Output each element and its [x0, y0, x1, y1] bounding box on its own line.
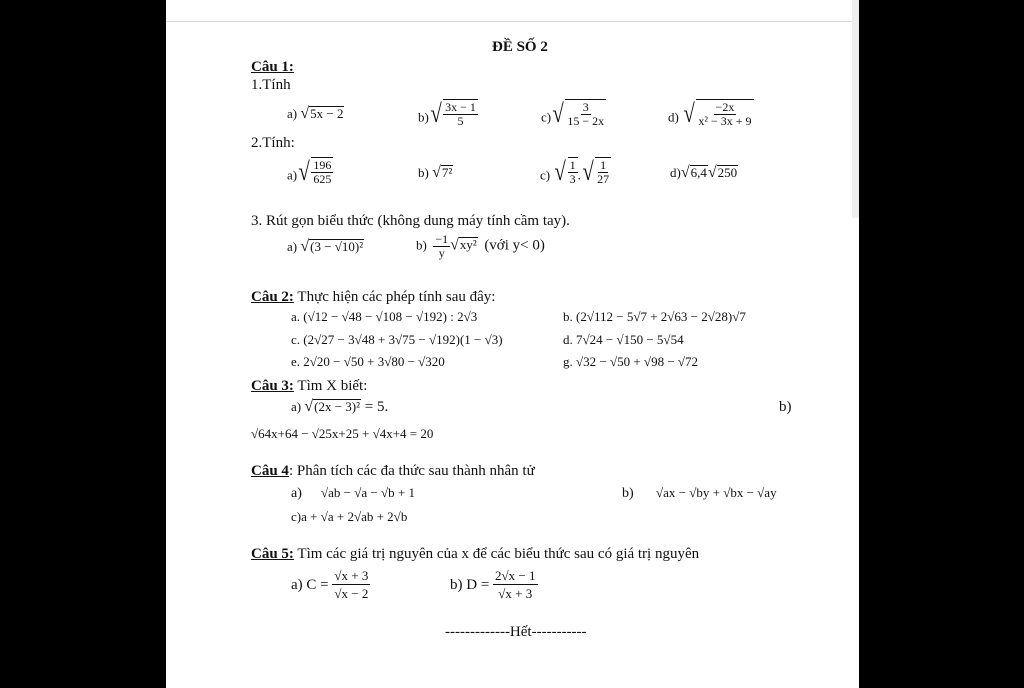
cau2-a: a. (√12 − √48 − √108 − √192) : 2√3	[291, 309, 478, 324]
cau1-part3-label: 3. Rút gọn biểu thức (không dung máy tính cầm tay).	[251, 213, 570, 229]
expr: 5x − 2	[310, 106, 344, 121]
expr: (3 − √10)²	[310, 239, 364, 254]
den: 3	[569, 172, 576, 186]
num: √x + 3	[334, 568, 369, 583]
num: 2√x − 1	[495, 568, 536, 583]
label: a)	[291, 486, 302, 501]
cau1-2b: b) √7²	[418, 164, 453, 181]
cau4-a	[291, 485, 415, 502]
cau4-line	[251, 463, 535, 480]
den: x² − 3x + 9	[698, 114, 752, 128]
cau5-text: Tìm các giá trị nguyên của x để các biểu thức sau có giá trị nguyên	[293, 546, 700, 562]
expr: 250	[717, 165, 738, 180]
cau3-b-label: b)	[779, 399, 792, 415]
den: √x − 2	[334, 586, 369, 601]
cau1-3b: b) $\frac{-1}{y}$ √xy² (với y< 0)	[416, 232, 545, 260]
num: 3	[582, 100, 589, 114]
label: b)	[418, 165, 429, 180]
cau3-a: a) √(2x − 3)² = 5.	[291, 398, 389, 415]
cau1-part1-label: 1.Tính	[251, 77, 291, 93]
cau4-heading: Câu 4	[251, 463, 289, 479]
cau1-heading: Câu 1:	[251, 59, 294, 75]
expr: 6,4	[690, 165, 707, 180]
num: 1	[569, 158, 576, 172]
cau5-b	[450, 567, 538, 602]
label: b) D =	[450, 576, 490, 593]
cau4-b	[622, 485, 777, 502]
document-title: ĐỀ SỐ 2	[492, 39, 548, 55]
expr: a + √a + 2√ab + 2√b	[301, 509, 408, 524]
cau2-g: g. √32 − √50 + √98 − √72	[563, 354, 699, 369]
label: c)	[291, 509, 302, 524]
cau2-heading: Câu 2:	[251, 289, 294, 305]
label: b)	[416, 237, 427, 253]
page-top-border	[166, 21, 859, 22]
cau2-e: e. 2√20 − √50 + 3√80 − √320	[291, 354, 445, 369]
den: √x + 3	[498, 586, 533, 601]
den: y	[438, 246, 445, 260]
label: a)	[287, 106, 298, 121]
cau1-2c: c) √ $\frac{1}{3}$ . √ $\frac{1}{27}$	[540, 156, 610, 186]
num: −1	[435, 232, 449, 246]
den: 5	[457, 114, 464, 128]
end-marker: -------------Hết-----------	[445, 624, 587, 640]
label: d)	[670, 165, 681, 180]
num: 3x − 1	[445, 100, 476, 114]
cau4-text: : Phân tích các đa thức sau thành nhân tử	[288, 463, 535, 479]
cau4-c	[291, 509, 407, 525]
cau2-line	[251, 289, 495, 306]
rhs: = 5.	[361, 399, 389, 415]
expr: (2x − 3)²	[314, 399, 361, 414]
cau5-a	[291, 567, 370, 602]
den: 15 − 2x	[567, 114, 605, 128]
den: 27	[597, 172, 610, 186]
cau2-text: Thực hiện các phép tính sau đây:	[293, 289, 496, 305]
cau1-1a: a) √5x − 2	[287, 105, 344, 122]
scrollbar[interactable]	[852, 0, 859, 218]
label: d)	[668, 109, 679, 125]
label: a) C =	[291, 576, 329, 593]
cau1-2a: a) √ $\frac{196}{625}$	[287, 156, 332, 186]
cau1-1b: b) √ $\frac{3x - 1}{5}$	[418, 98, 476, 128]
expr: 7²	[441, 165, 453, 180]
cau2-c: c. (2√27 − 3√48 + 3√75 − √192)(1 − √3)	[291, 332, 503, 347]
cau1-3a: a) √(3 − √10)²	[287, 238, 364, 255]
label: a)	[287, 167, 298, 183]
expr: √ab − √a − √b + 1	[321, 485, 415, 500]
expr: xy²	[459, 237, 477, 253]
cau1-part2-label: 2.Tính:	[251, 135, 295, 151]
label: b)	[418, 109, 429, 125]
num: 196	[313, 158, 332, 172]
den: 625	[313, 172, 332, 186]
cau1-2d: d)√6,4√250	[670, 164, 738, 181]
cau5-line	[251, 546, 699, 563]
label: b)	[622, 486, 634, 501]
cau3-b-expr: √64x+64 − √25x+25 + √4x+4 = 20	[251, 426, 434, 441]
expr: √ax − √by + √bx − √ay	[656, 485, 777, 500]
cau1-1c: c) √ $\frac{3}{15 - 2x}$	[541, 98, 605, 128]
label: a)	[287, 239, 298, 254]
label: c)	[541, 109, 552, 125]
condition: (với y< 0)	[484, 237, 545, 254]
cau3-text: Tìm X biết:	[293, 378, 368, 394]
label: c)	[540, 167, 551, 183]
cau2-b: b. (2√112 − 5√7 + 2√63 − 2√28)√7	[563, 309, 746, 324]
cau3-line	[251, 378, 367, 395]
num: 1	[600, 158, 607, 172]
num: −2x	[715, 100, 735, 114]
cau5-heading: Câu 5:	[251, 546, 294, 562]
label: a)	[291, 399, 302, 414]
cau3-heading: Câu 3:	[251, 378, 294, 394]
cau2-d: d. 7√24 − √150 − 5√54	[563, 332, 684, 347]
cau1-1d: d) √ $\frac{-2x}{\text{x² − 3x + 9}}$	[668, 98, 752, 128]
